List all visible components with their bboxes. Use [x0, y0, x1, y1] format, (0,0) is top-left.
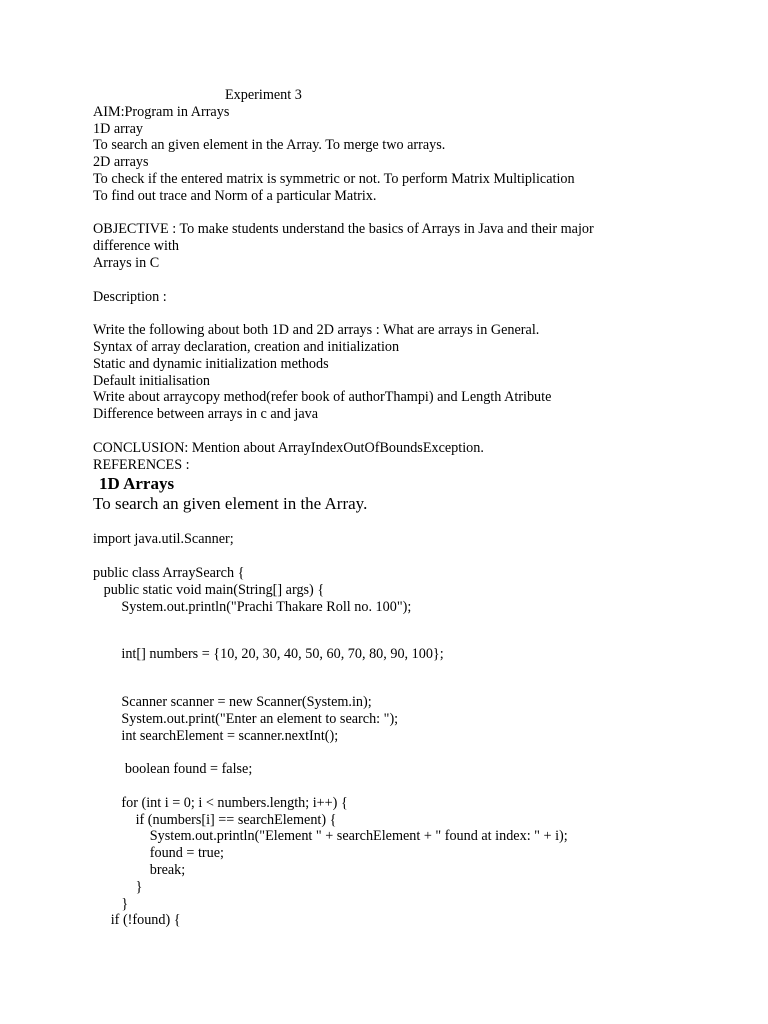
description-line: Write the following about both 1D and 2D arrays : What are arrays in General.	[93, 322, 540, 339]
code-line: System.out.println("Prachi Thakare Roll no. 100");	[93, 598, 412, 615]
aim-line: To find out trace and Norm of a particular Matrix.	[93, 187, 377, 204]
code-line: }	[93, 878, 143, 895]
spacer	[93, 205, 713, 222]
aim-line: To check if the entered matrix is symmetric or not. To perform Matrix Multiplication	[93, 170, 575, 187]
description-label: Description :	[93, 288, 167, 305]
code-line: int searchElement = scanner.nextInt();	[93, 727, 339, 744]
spacer	[93, 663, 713, 694]
objective-line: Arrays in C	[93, 254, 160, 271]
spacer	[93, 423, 713, 440]
aim-line: 2D arrays	[93, 154, 149, 171]
section-subheading: To search an given element in the Array.	[93, 494, 368, 514]
code-line: boolean found = false;	[93, 761, 253, 778]
spacer	[93, 548, 713, 565]
document-body	[93, 87, 713, 929]
code-line: break;	[93, 862, 186, 879]
description-section	[93, 322, 713, 423]
aim-line: To search an given element in the Array. To merge two arrays.	[93, 137, 446, 154]
code-line: public static void main(String[] args) {	[93, 581, 325, 598]
aim-line: AIM:Program in Arrays	[93, 103, 230, 120]
description-line: Syntax of array declaration, creation and initialization	[93, 338, 400, 355]
code-listing	[93, 531, 713, 929]
section-heading: 1D Arrays	[99, 474, 175, 494]
description-line: Write about arraycopy method(refer book of authorThampi) and Length Atribute	[93, 389, 552, 406]
conclusion-line: CONCLUSION: Mention about ArrayIndexOutOfBoundsException.	[93, 439, 484, 456]
spacer	[93, 272, 713, 289]
aim-line: 1D array	[93, 120, 144, 137]
objective-line: OBJECTIVE : To make students understand the basics of Arrays in Java and their major	[93, 221, 594, 238]
code-line: import java.util.Scanner;	[93, 531, 234, 548]
objective-section	[93, 221, 713, 271]
spacer	[93, 778, 713, 795]
description-line: Difference between arrays in c and java	[93, 406, 319, 423]
spacer	[93, 305, 713, 322]
objective-line: difference with	[93, 238, 180, 255]
code-line: found = true;	[93, 845, 224, 862]
references-line: REFERENCES :	[93, 456, 190, 473]
description-line: Default initialisation	[93, 372, 211, 389]
spacer	[93, 615, 713, 646]
description-line: Static and dynamic initialization methods	[93, 355, 329, 372]
code-line: for (int i = 0; i < numbers.length; i++) {	[93, 794, 348, 811]
code-line: if (!found) {	[93, 912, 181, 929]
code-line: int[] numbers = {10, 20, 30, 40, 50, 60, 70, 80, 90, 100};	[93, 646, 444, 663]
spacer	[93, 745, 713, 762]
code-line: System.out.print("Enter an element to search: ");	[93, 710, 399, 727]
code-line: Scanner scanner = new Scanner(System.in);	[93, 694, 372, 711]
document-title: Experiment 3	[225, 87, 302, 103]
aim-section	[93, 104, 713, 205]
code-line: if (numbers[i] == searchElement) {	[93, 811, 337, 828]
code-line: System.out.println("Element " + searchElement + " found at index: " + i);	[93, 828, 568, 845]
code-line: public class ArraySearch {	[93, 564, 245, 581]
code-line: }	[93, 895, 129, 912]
